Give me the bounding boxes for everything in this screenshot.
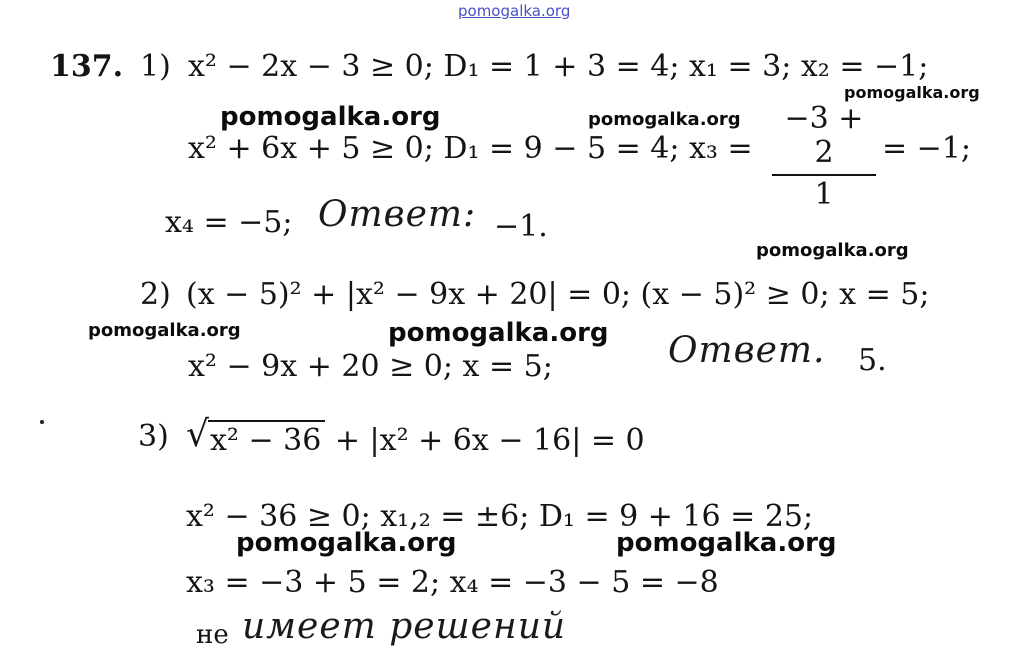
part-2-answer-word: Ответ. (668, 330, 826, 371)
part-3-line-2: x² − 36 ≥ 0; x₁,₂ = ±6; D₁ = 9 + 16 = 25; (186, 499, 814, 534)
fraction-bar (772, 174, 876, 176)
part-2-line-2: x² − 9x + 20 ≥ 0; x = 5; (188, 349, 553, 384)
part-1-fraction (772, 102, 876, 212)
part-2-line-1: (x − 5)² + |x² − 9x + 20| = 0; (x − 5)² ≥ 0; x = 5; (186, 277, 930, 312)
part-3-line-1-rest: + |x² + 6x − 16| = 0 (334, 423, 645, 458)
part-3-line-1 (186, 414, 645, 458)
part-1-line-2-result: = −1; (882, 131, 972, 166)
part-1-line-1: x² − 2x − 3 ≥ 0; D₁ = 1 + 3 = 4; x₁ = 3; x₂ = −1; (188, 49, 929, 84)
watermark-6: pomogalka.org (388, 318, 609, 348)
part-3-final-handwritten: имеет решений (242, 606, 567, 647)
part-1-line-2: x² + 6x + 5 ≥ 0; D₁ = 9 − 5 = 4; x₃ = (188, 131, 753, 166)
part-1-answer-word: Ответ: (318, 194, 477, 235)
watermark-5: pomogalka.org (88, 320, 241, 341)
watermark-7: pomogalka.org (236, 528, 457, 558)
part-1-label: 1) (140, 49, 171, 84)
radical-sign-icon: √ (186, 414, 209, 455)
part-1-answer-value: −1. (494, 209, 548, 244)
part-3-final-ne: не (196, 620, 229, 650)
part-1-line-3: x₄ = −5; (165, 205, 293, 240)
watermark-3: pomogalka.org (844, 83, 980, 102)
part-3-label: 3) (138, 419, 169, 454)
watermark-1: pomogalka.org (220, 102, 441, 132)
watermark-8: pomogalka.org (616, 528, 837, 558)
watermark-2: pomogalka.org (588, 109, 741, 130)
part-2-label: 2) (140, 277, 171, 312)
part-2-answer-value: 5. (858, 343, 887, 378)
radicand: x² − 36 (208, 420, 325, 458)
problem-number: 137. (50, 49, 124, 84)
fraction-numerator: −3 + 2 (784, 101, 864, 170)
watermark-4: pomogalka.org (756, 240, 909, 261)
stray-dot (40, 420, 44, 424)
fraction-denominator: 1 (814, 177, 834, 212)
watermark-top: pomogalka.org (458, 2, 571, 20)
square-root (186, 414, 325, 458)
part-3-line-3: x₃ = −3 + 5 = 2; x₄ = −3 − 5 = −8 (186, 565, 719, 600)
